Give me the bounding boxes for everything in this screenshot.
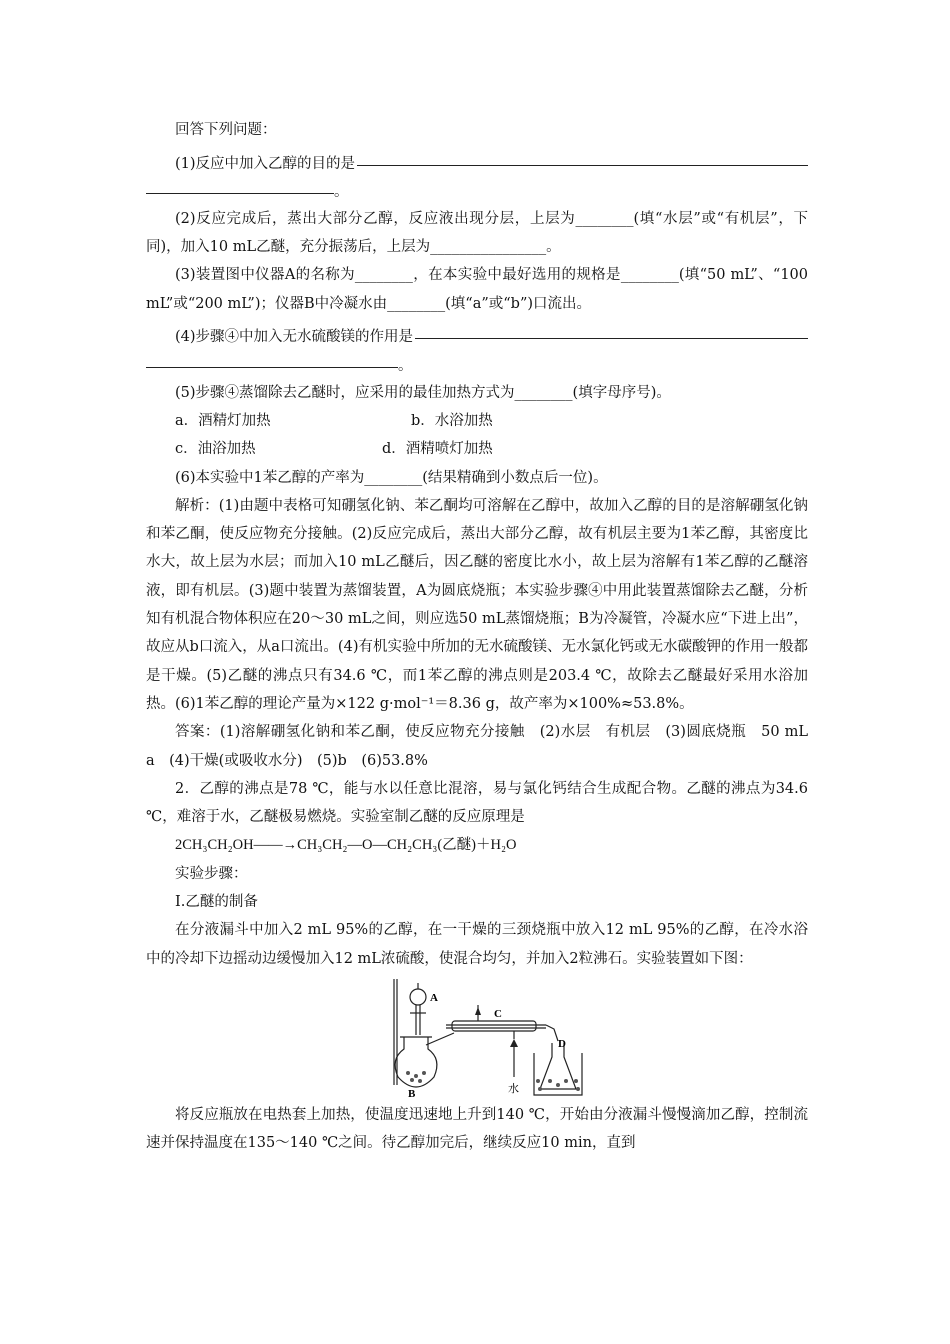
option-b: b．水浴加热 [411, 412, 493, 429]
apparatus-figure [386, 977, 586, 1099]
apparatus-diagram [386, 977, 586, 1099]
label-A: A [430, 991, 438, 1004]
q6-text: (6)本实验中1苯乙醇的产率为________(结果精确到小数点后一位)。 [175, 469, 608, 486]
option-c: c．油浴加热 [175, 441, 256, 458]
section-heading: Ⅰ.乙醚的制备 [175, 894, 258, 911]
q4-line-2 [146, 346, 808, 374]
question-intro: 回答下列问题： [175, 122, 277, 138]
q2-text: (2)反应完成后，蒸出大部分乙醇，反应液出现分层，上层为________(填“水层”或“有机层”，下同)，加入10 mL乙醚，充分振荡后，上层为________________。 [146, 210, 808, 256]
q5-options-row-2 [146, 435, 808, 463]
answer-text: 答案：(1)溶解硼氢化钠和苯乙酮，使反应物充分接触 (2)水层 有机层 (3)圆底烧瓶 50 mL a (4)干燥(或吸收水分) (5)b (6)53.8% [146, 724, 823, 769]
label-D: D [558, 1037, 566, 1050]
q4-answer-blank-2[interactable] [146, 367, 398, 368]
q4-answer-blank[interactable] [415, 338, 808, 339]
q4-line [146, 318, 808, 346]
q4-suffix: 。 [398, 357, 413, 374]
option-a: a．酒精灯加热 [175, 412, 271, 429]
q5-text: (5)步骤④蒸馏除去乙醚时，应采用的最佳加热方式为________(填字母序号)。 [175, 384, 671, 401]
preparation-text: 在分液漏斗中加入2 mL 95%的乙醇，在一干燥的三颈烧瓶中放入12 mL 95%的乙醇，在冷水浴中的冷却下边摇动边缓慢加入12 mL浓硫酸，使混合均匀，并加入2粒沸石。实验装置如下图： [146, 922, 808, 967]
label-B: B [408, 1087, 416, 1099]
question-2-intro: 2．乙醇的沸点是78 ℃，能与水以任意比混溶，易与氯化钙结合生成配合物。乙醚的沸点为34.6 ℃，难溶于水，乙醚极易燃烧。实验室制乙醚的反应原理是 [146, 780, 808, 826]
q1-line [146, 144, 808, 172]
analysis-text: 解析：(1)由题中表格可知硼氢化钠、苯乙酮均可溶解在乙醇中，故加入乙醇的目的是溶解硼氢化钠和苯乙酮，使反应物充分接触。(2)反应完成后，蒸出大部分乙醇，故有机层主要为1苯乙醇，其密度比水大，故上层为水层；而加入10 mL乙醚后，因乙醚的密度比水小，故上层为溶解有1苯乙醇的乙醚溶液，即有机层。(3)题中装置为蒸馏装置，A为圆底烧瓶；本实验步骤④中用此装置蒸馏除去乙醚，分析知有机混合物体积应在20～30 mL之间，则应选50 mL蒸馏烧瓶；B为冷凝管，冷凝水应“下进上出”，故应从b口流入，从a口流出。(4)有机实验中所加的无水硫酸镁、无水氯化钙或无水碳酸钾的作用一般都是干燥。(5)乙醚的沸点只有34.6 ℃，而1苯乙醇的沸点则是203.4 ℃，故除去乙醚最好采用水浴加热。(6)1苯乙醇的理论产量为×122 g·mol⁻¹＝8.36 g，故产率为×100%≈53.8%。 [146, 497, 808, 712]
option-d: d．酒精喷灯加热 [382, 441, 493, 458]
q1-suffix: 。 [334, 183, 349, 200]
heating-text: 将反应瓶放在电热套上加热，使温度迅速地上升到140 ℃，开始由分液漏斗慢慢滴加乙醇，控制流速并保持温度在135～140 ℃之间。待乙醇加完后，继续反应10 min，直到 [146, 1106, 808, 1152]
q1-answer-blank[interactable] [357, 165, 808, 166]
label-water: 水 [508, 1081, 519, 1095]
q3-text: (3)装置图中仪器A的名称为________，在本实验中最好选用的规格是________(填“50 mL”、“100 mL”或“200 mL”)；仪器B中冷凝水由________(填“a”或“b”)口流出。 [146, 267, 808, 312]
document-page [146, 116, 823, 1158]
steps-label: 实验步骤： [175, 865, 248, 882]
q1-answer-blank-2[interactable] [146, 193, 334, 194]
label-C: C [494, 1007, 502, 1020]
q1-line-2 [146, 173, 808, 201]
q1-prefix: (1)反应中加入乙醇的目的是 [175, 155, 356, 172]
reaction-equation: 2CH₃CH₂OH――→CH₃CH₂—O—CH₂CH₃(乙醚)＋H₂O [175, 837, 517, 854]
q5-options-row-1 [146, 407, 808, 435]
q4-prefix: (4)步骤④中加入无水硫酸镁的作用是 [175, 329, 414, 346]
